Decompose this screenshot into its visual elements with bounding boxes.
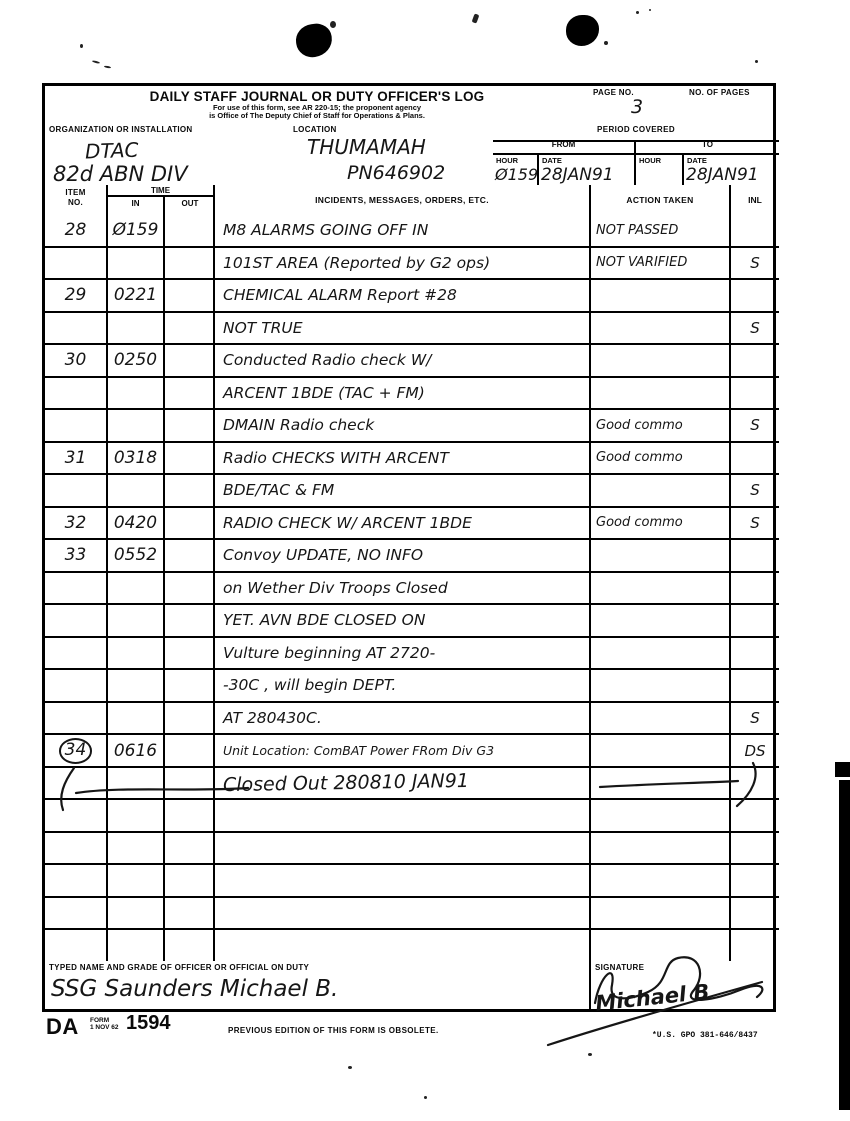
- cell-inl: [731, 735, 779, 766]
- action-taken-text: NOT VARIFIED: [596, 255, 688, 271]
- action-taken-text: Good commo: [596, 515, 683, 531]
- cell-time-in: [108, 670, 165, 701]
- cell-incidents: [215, 475, 591, 506]
- cell-item-no: [45, 508, 108, 539]
- cell-inl: [731, 508, 779, 539]
- cell-incidents: [215, 768, 591, 799]
- cell-incidents: [215, 670, 591, 701]
- table-row: [45, 768, 779, 801]
- inl-value: S: [750, 708, 760, 727]
- signature-value: Michael B: [594, 979, 711, 1016]
- item-no-value: 32: [64, 512, 87, 533]
- cell-time-out: [165, 475, 215, 506]
- incidents-text: -30C , will begin DEPT.: [223, 676, 397, 695]
- cell-time-out: [165, 670, 215, 701]
- to-hour-cell: [636, 153, 684, 185]
- table-row: [45, 475, 779, 508]
- table-row: [45, 573, 779, 606]
- table-row: [45, 605, 779, 638]
- cell-time-in: [108, 703, 165, 734]
- cell-inl: [731, 865, 779, 896]
- ink-blot-left: [294, 22, 334, 60]
- cell-action-taken: [591, 248, 731, 279]
- cell-item-no: [45, 703, 108, 734]
- cell-action-taken: [591, 280, 731, 311]
- column-header-inl: [731, 185, 779, 215]
- cell-action-taken: [591, 540, 731, 571]
- cell-incidents: [215, 313, 591, 344]
- ink-speck: [92, 60, 100, 64]
- cell-time-in: [108, 508, 165, 539]
- ink-speck: [604, 41, 608, 45]
- incidents-text: AT 280430C.: [223, 708, 322, 727]
- cell-action-taken: [591, 345, 731, 376]
- cell-inl: [731, 378, 779, 409]
- ink-speck: [104, 65, 111, 68]
- cell-inl: [731, 605, 779, 636]
- item-no-value: 33: [64, 545, 87, 566]
- cell-inl: [731, 313, 779, 344]
- from-hour-value: Ø159: [495, 165, 539, 184]
- incidents-text: CHEMICAL ALARM Report #28: [223, 286, 457, 305]
- table-row: [45, 280, 779, 313]
- from-hour-cell: [493, 153, 539, 185]
- cell-incidents: [215, 248, 591, 279]
- cell-time-in: [108, 378, 165, 409]
- table-row: [45, 215, 779, 248]
- form-word: FORM: [90, 1017, 110, 1024]
- incidents-text: RADIO CHECK W/ ARCENT 1BDE: [223, 513, 472, 532]
- location-value-line1: THUMAMAH: [307, 135, 426, 160]
- cell-time-in: [108, 768, 165, 799]
- cell-item-no: [45, 898, 108, 929]
- form-subtitle-line2: is Office of The Deputy Chief of Staff for Operations & Plans.: [209, 111, 425, 121]
- cell-time-in: [108, 540, 165, 571]
- cell-item-no: [45, 475, 108, 506]
- cell-action-taken: [591, 800, 731, 831]
- cell-time-in: [108, 898, 165, 929]
- cell-inl: [731, 280, 779, 311]
- cell-incidents: [215, 443, 591, 474]
- cell-time-out: [165, 800, 215, 831]
- date-label: DATE: [687, 156, 707, 165]
- hour-label: HOUR: [496, 156, 519, 165]
- scan-edge-square: [835, 762, 850, 777]
- signature-band: [45, 961, 779, 1016]
- cell-action-taken: [591, 670, 731, 701]
- cell-time-out: [165, 833, 215, 864]
- cell-item-no: [45, 735, 108, 766]
- cell-item-no: [45, 378, 108, 409]
- typed-name-label: TYPED NAME AND GRADE OF OFFICER OR OFFICIAL ON DUTY: [49, 963, 310, 972]
- cell-action-taken: [591, 378, 731, 409]
- incidents-text: Vulture beginning AT 2720-: [223, 643, 436, 662]
- time-in-value: 0250: [113, 350, 158, 371]
- ink-speck: [330, 21, 336, 28]
- cell-item-no: [45, 768, 108, 799]
- da-form-1594: [42, 83, 776, 1016]
- signature-box: [591, 961, 779, 1016]
- cell-incidents: [215, 345, 591, 376]
- action-taken-text: Good commo: [596, 450, 683, 466]
- incidents-text: YET. AVN BDE CLOSED ON: [223, 611, 426, 630]
- ink-speck: [472, 13, 480, 23]
- location-label: LOCATION: [293, 125, 337, 134]
- period-covered-label: PERIOD COVERED: [493, 123, 779, 142]
- cell-item-no: [45, 540, 108, 571]
- ink-speck: [348, 1066, 352, 1069]
- cell-time-in: [108, 833, 165, 864]
- cell-incidents: [215, 573, 591, 604]
- incidents-text: Radio CHECKS WITH ARCENT: [223, 448, 449, 467]
- table-row: [45, 833, 779, 866]
- ink-speck: [588, 1053, 592, 1056]
- incidents-text: 101ST AREA (Reported by G2 ops): [223, 253, 491, 272]
- incidents-text: Convoy UPDATE, NO INFO: [223, 546, 424, 565]
- time-in-value: 0420: [113, 512, 158, 533]
- cell-action-taken: [591, 475, 731, 506]
- ink-blot-right: [566, 15, 599, 46]
- ink-speck: [424, 1096, 427, 1099]
- inl-value: S: [750, 416, 760, 435]
- gpo-print-code: *U.S. GPO 381-646/8437: [652, 1031, 758, 1040]
- cell-time-out: [165, 378, 215, 409]
- form-number: 1594: [126, 1012, 171, 1034]
- typed-name-value: SSG Saunders Michael B.: [51, 976, 339, 1003]
- cell-time-in: [108, 475, 165, 506]
- cell-inl: [731, 800, 779, 831]
- incidents-text: DMAIN Radio check: [223, 416, 375, 435]
- form-edition-stack: [90, 1017, 119, 1032]
- to-date-cell: [684, 153, 779, 185]
- incidents-text: Unit Location: ComBAT Power FRom Div G3: [223, 743, 495, 758]
- column-header-item-no: [45, 185, 108, 215]
- typed-name-box: [45, 961, 591, 1012]
- time-in-value: 0221: [113, 285, 158, 306]
- cell-action-taken: [591, 768, 731, 799]
- ink-speck: [755, 60, 758, 63]
- cell-inl: [731, 215, 779, 246]
- cell-item-no: [45, 573, 108, 604]
- cell-time-out: [165, 703, 215, 734]
- cell-time-in: [108, 345, 165, 376]
- cell-action-taken: [591, 865, 731, 896]
- action-taken-text: Good commo: [596, 417, 683, 433]
- cell-inl: [731, 670, 779, 701]
- inl-value: S: [750, 481, 760, 500]
- item-no-value: 28: [64, 220, 87, 241]
- to-label: TO: [702, 140, 713, 149]
- form-title: DAILY STAFF JOURNAL OR DUTY OFFICER'S LOG: [149, 89, 485, 104]
- incidents-text: on Wether Div Troops Closed: [223, 578, 448, 597]
- cell-time-out: [165, 930, 215, 961]
- cell-action-taken: [591, 638, 731, 669]
- cell-incidents: [215, 215, 591, 246]
- organization-box: [45, 123, 289, 185]
- time-in-value: 0552: [113, 545, 158, 566]
- cell-incidents: [215, 703, 591, 734]
- cell-inl: [731, 345, 779, 376]
- table-row: [45, 638, 779, 671]
- cell-inl: [731, 703, 779, 734]
- table-row: [45, 410, 779, 443]
- cell-item-no: [45, 865, 108, 896]
- incidents-text: BDE/TAC & FM: [223, 481, 335, 500]
- table-header-row: [45, 185, 779, 215]
- no-of-pages-label: NO. OF PAGES: [689, 88, 750, 97]
- ink-speck: [80, 44, 83, 48]
- item-no-value: 31: [64, 447, 87, 468]
- cell-action-taken: [591, 735, 731, 766]
- cell-action-taken: [591, 833, 731, 864]
- inl-value: S: [750, 513, 760, 532]
- cell-action-taken: [591, 930, 731, 961]
- table-row: [45, 313, 779, 346]
- cell-time-out: [165, 443, 215, 474]
- incidents-text: M8 ALARMS GOING OFF IN: [223, 221, 429, 240]
- location-value-line2: PN646902: [347, 162, 446, 185]
- cell-time-out: [165, 540, 215, 571]
- organization-value-line1: DTAC: [84, 137, 139, 164]
- cell-time-out: [165, 345, 215, 376]
- table-row: [45, 508, 779, 541]
- column-header-action-taken: [591, 185, 731, 215]
- cell-time-out: [165, 573, 215, 604]
- cell-incidents: [215, 508, 591, 539]
- incidents-text: Closed Out 280810 JAN91: [222, 769, 470, 797]
- ink-speck: [636, 11, 639, 14]
- incidents-text: NOT TRUE: [223, 318, 303, 337]
- cell-item-no: [45, 930, 108, 961]
- inl-label: INL: [748, 195, 762, 205]
- cell-incidents: [215, 898, 591, 929]
- cell-item-no: [45, 670, 108, 701]
- signature-label: SIGNATURE: [595, 963, 645, 972]
- cell-time-out: [165, 605, 215, 636]
- cell-inl: [731, 833, 779, 864]
- cell-time-out: [165, 215, 215, 246]
- cell-action-taken: [591, 703, 731, 734]
- cell-inl: [731, 768, 779, 799]
- action-taken-label: ACTION TAKEN: [626, 195, 694, 205]
- organization-label: ORGANIZATION OR INSTALLATION: [49, 125, 193, 134]
- table-row: [45, 670, 779, 703]
- page-no-box: [589, 86, 685, 123]
- page-no-value: 3: [630, 96, 644, 119]
- cell-time-out: [165, 280, 215, 311]
- cell-time-in: [108, 313, 165, 344]
- cell-time-out: [165, 898, 215, 929]
- cell-incidents: [215, 280, 591, 311]
- cell-item-no: [45, 800, 108, 831]
- item-no-value: 29: [64, 285, 87, 306]
- inl-value: S: [750, 253, 760, 272]
- inl-value: S: [750, 318, 760, 337]
- cell-time-in: [108, 930, 165, 961]
- hour-label: HOUR: [639, 156, 662, 165]
- cell-inl: [731, 898, 779, 929]
- cell-action-taken: [591, 508, 731, 539]
- table-row: [45, 248, 779, 281]
- table-row: [45, 378, 779, 411]
- cell-inl: [731, 410, 779, 441]
- cell-inl: [731, 573, 779, 604]
- previous-edition-note: PREVIOUS EDITION OF THIS FORM IS OBSOLETE.: [228, 1026, 439, 1035]
- no-of-pages-box: [685, 86, 779, 123]
- table-row: [45, 540, 779, 573]
- cell-time-out: [165, 248, 215, 279]
- time-out-label: OUT: [181, 199, 199, 208]
- cell-incidents: [215, 540, 591, 571]
- cell-time-in: [108, 638, 165, 669]
- time-in-value: 0318: [113, 447, 158, 468]
- cell-incidents: [215, 833, 591, 864]
- cell-time-in: [108, 280, 165, 311]
- cell-time-out: [165, 865, 215, 896]
- cell-incidents: [215, 378, 591, 409]
- cell-item-no: [45, 280, 108, 311]
- cell-incidents: [215, 800, 591, 831]
- date-label: DATE: [542, 156, 562, 165]
- table-row: [45, 898, 779, 931]
- cell-item-no: [45, 215, 108, 246]
- cell-inl: [731, 930, 779, 961]
- cell-action-taken: [591, 898, 731, 929]
- item-label-line1: ITEM: [65, 188, 86, 197]
- item-no-value: 34: [59, 738, 93, 764]
- cell-item-no: [45, 833, 108, 864]
- table-row: [45, 443, 779, 476]
- cell-item-no: [45, 345, 108, 376]
- from-date-cell: [539, 153, 636, 185]
- cell-time-out: [165, 313, 215, 344]
- incidents-text: Conducted Radio check W/: [223, 351, 432, 370]
- ink-speck: [649, 9, 651, 11]
- time-in-value: Ø159: [112, 220, 159, 241]
- cell-time-out: [165, 508, 215, 539]
- item-no-value: 30: [64, 350, 87, 371]
- cell-item-no: [45, 443, 108, 474]
- incidents-label: INCIDENTS, MESSAGES, ORDERS, ETC.: [315, 195, 489, 205]
- table-row: [45, 735, 779, 768]
- form-subtitle-line1: For use of this form, see AR 220-15; the proponent agency: [212, 103, 422, 112]
- cell-inl: [731, 443, 779, 474]
- cell-action-taken: [591, 605, 731, 636]
- action-taken-text: NOT PASSED: [596, 222, 679, 238]
- cell-action-taken: [591, 443, 731, 474]
- cell-time-in: [108, 215, 165, 246]
- cell-time-in: [108, 248, 165, 279]
- cell-time-in: [108, 605, 165, 636]
- cell-inl: [731, 540, 779, 571]
- cell-item-no: [45, 248, 108, 279]
- cell-incidents: [215, 410, 591, 441]
- cell-time-in: [108, 800, 165, 831]
- table-row: [45, 703, 779, 736]
- organization-value-line2: 82d ABN DIV: [53, 162, 188, 187]
- from-label: FROM: [493, 140, 636, 153]
- time-in-label: IN: [108, 197, 165, 215]
- cell-incidents: [215, 930, 591, 961]
- location-box: [289, 123, 493, 185]
- cell-time-in: [108, 410, 165, 441]
- cell-incidents: [215, 638, 591, 669]
- cell-inl: [731, 248, 779, 279]
- table-row: [45, 345, 779, 378]
- cell-incidents: [215, 865, 591, 896]
- table-row: [45, 930, 779, 961]
- time-label: TIME: [108, 185, 213, 197]
- inl-value: DS: [744, 741, 766, 760]
- cell-incidents: [215, 605, 591, 636]
- journal-entries-table: [45, 215, 779, 961]
- time-in-value: 0616: [113, 740, 158, 761]
- to-date-value: 28JAN91: [686, 165, 759, 185]
- cell-time-in: [108, 865, 165, 896]
- cell-time-in: [108, 573, 165, 604]
- cell-item-no: [45, 638, 108, 669]
- form-date: 1 NOV 62: [90, 1024, 119, 1032]
- incidents-text: ARCENT 1BDE (TAC + FM): [223, 383, 425, 402]
- cell-incidents: [215, 735, 591, 766]
- column-header-time: [108, 185, 215, 215]
- table-row: [45, 800, 779, 833]
- period-covered-box: [493, 123, 779, 185]
- cell-inl: [731, 638, 779, 669]
- table-row: [45, 865, 779, 898]
- cell-action-taken: [591, 573, 731, 604]
- cell-time-out: [165, 735, 215, 766]
- cell-action-taken: [591, 410, 731, 441]
- column-header-incidents: [215, 185, 591, 215]
- cell-action-taken: [591, 215, 731, 246]
- scan-edge-bar: [839, 780, 850, 1110]
- cell-time-out: [165, 768, 215, 799]
- cell-time-out: [165, 638, 215, 669]
- cell-item-no: [45, 605, 108, 636]
- cell-item-no: [45, 313, 108, 344]
- cell-time-in: [108, 443, 165, 474]
- page-no-label: PAGE NO.: [593, 88, 634, 97]
- cell-item-no: [45, 410, 108, 441]
- cell-inl: [731, 475, 779, 506]
- from-date-value: 28JAN91: [541, 165, 614, 185]
- title-block: [45, 86, 589, 123]
- cell-time-out: [165, 410, 215, 441]
- item-label-line2: NO.: [67, 198, 84, 207]
- cell-action-taken: [591, 313, 731, 344]
- cell-time-in: [108, 735, 165, 766]
- da-form-mark: DA: [46, 1014, 79, 1039]
